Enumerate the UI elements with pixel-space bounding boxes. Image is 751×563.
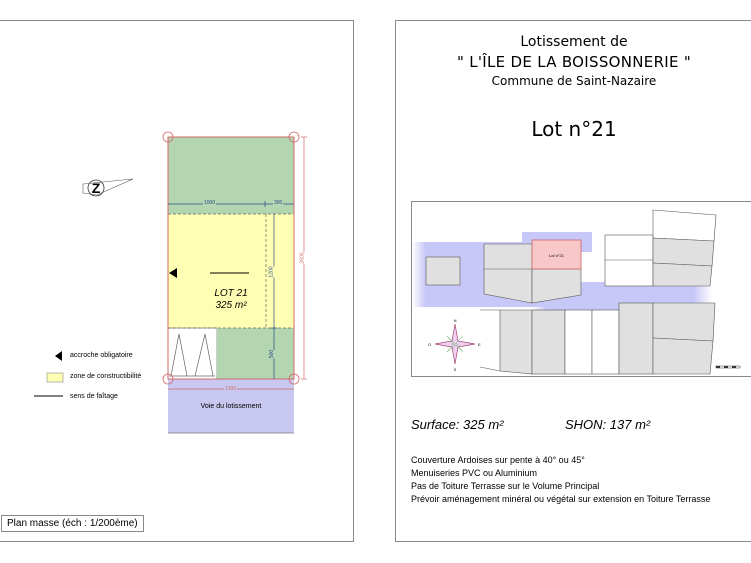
dim-bottom-width: 1300: [225, 386, 237, 392]
shon-value: SHON: 137 m²: [565, 417, 651, 432]
title-line-1: Lotissement de: [520, 34, 628, 50]
note-2: Menuiseries PVC ou Aluminium: [411, 468, 538, 478]
scale-bar: [716, 366, 740, 368]
compass-rose-icon: [428, 318, 481, 372]
note-4: Prévoir aménagement minéral ou végétal sur extension en Toiture Terrasse: [411, 494, 711, 504]
title-line-2: " L'ÎLE DE LA BOISSONNERIE ": [456, 53, 692, 71]
north-arrow-icon: [83, 179, 133, 196]
road-label: Voie du lotissement: [200, 403, 262, 410]
location-map: [411, 201, 751, 377]
svg-text:E: E: [478, 342, 481, 347]
dim-bottom-height: 500: [269, 349, 276, 359]
surface-value: Surface: 325 m²: [411, 417, 504, 432]
svg-text:Z: Z: [91, 180, 101, 196]
lot-title: Lot n°21: [531, 117, 617, 141]
note-3: Pas de Toiture Terrasse sur le Volume Principal: [411, 481, 600, 491]
legend-accroche: accroche obligatoire: [70, 352, 133, 359]
dim-buildable-height: 1200: [268, 266, 275, 278]
title-line-3: Commune de Saint-Nazaire: [491, 74, 657, 88]
plan-masse-page: [0, 20, 354, 542]
lot-info-page: [395, 20, 751, 542]
note-1: Couverture Ardoises sur pente à 40° ou 45°: [411, 455, 585, 465]
dim-top-left: 1000: [204, 200, 216, 206]
lot-label: LOT 21: [214, 288, 248, 299]
dim-top-right: 300: [274, 200, 283, 206]
scale-caption: Plan masse (éch : 1/200ème): [1, 515, 144, 532]
svg-text:O: O: [428, 342, 432, 347]
dim-total-height: 2600: [299, 252, 306, 264]
svg-text:N: N: [453, 318, 457, 323]
map-lot-label: Lot n°21: [549, 253, 564, 258]
legend-constructibilite: zone de constructibilité: [70, 373, 142, 380]
lot-area: 325 m²: [215, 300, 247, 311]
svg-text:S: S: [453, 367, 457, 372]
legend-faitage: sens de faîtage: [70, 393, 118, 400]
site-plan-drawing: [0, 21, 355, 543]
